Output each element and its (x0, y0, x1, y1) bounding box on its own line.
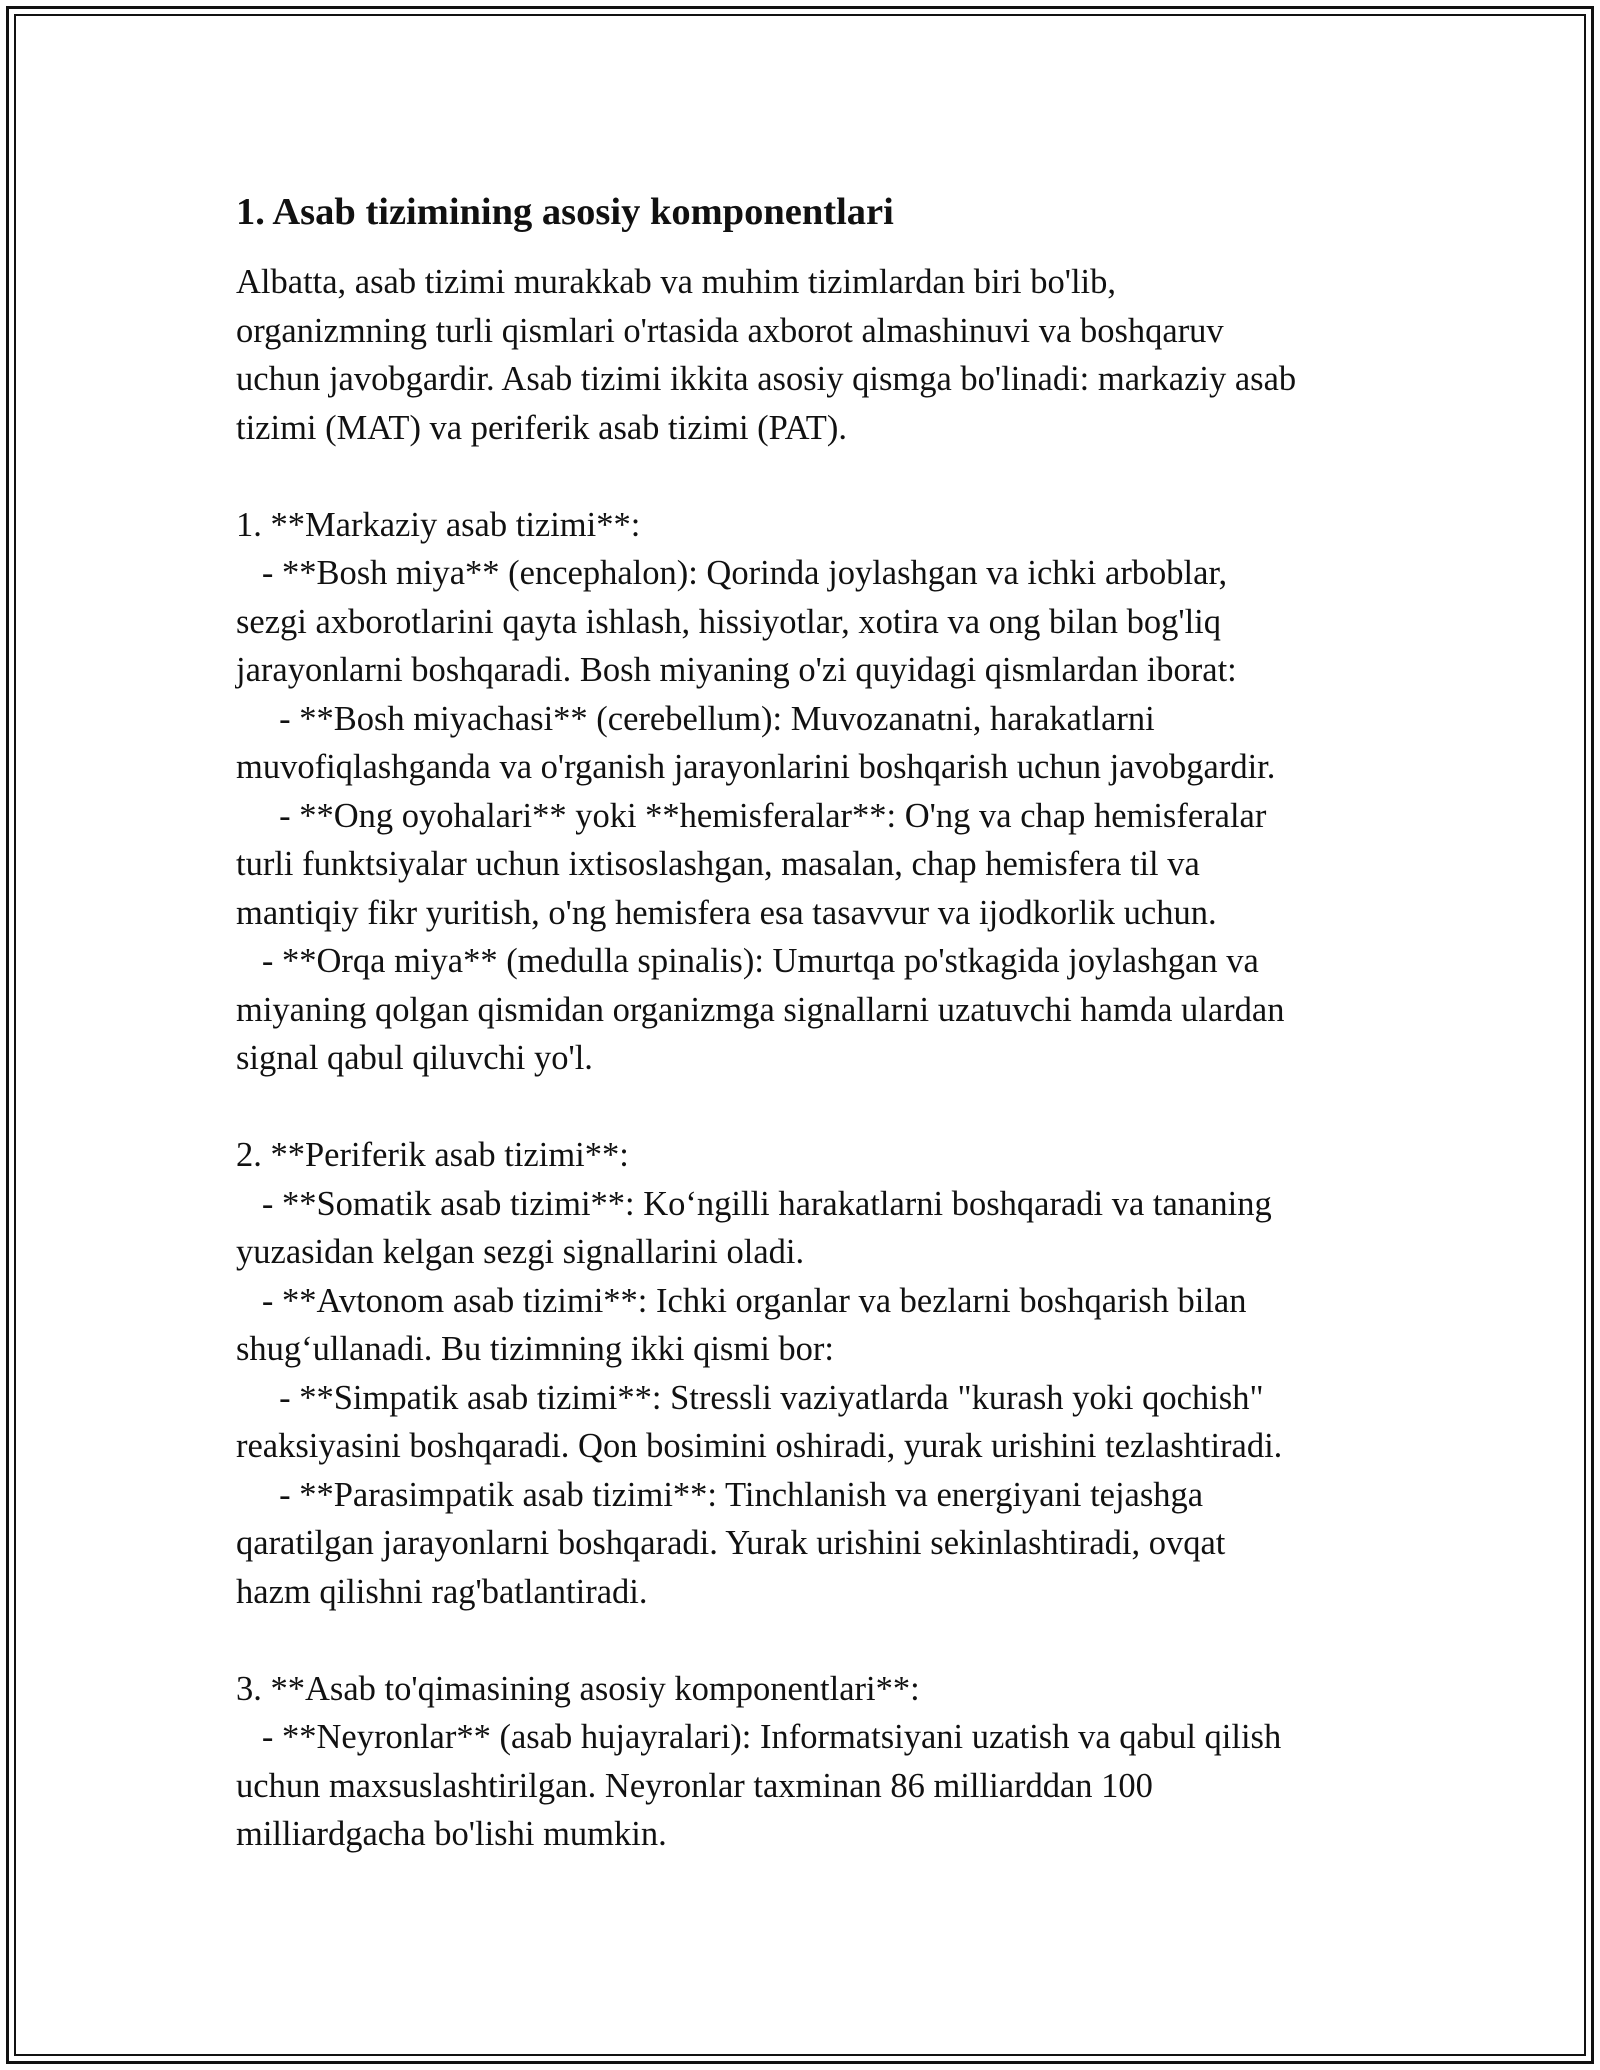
text-line: mantiqiy fikr yuritish, o'ng hemisfera esa tasavvur va ijodkorlik uchun. (236, 893, 1217, 932)
text-line: - **Bosh miyachasi** (cerebellum): Muvozanatni, harakatlarni (236, 699, 1155, 738)
text-line: - **Parasimpatik asab tizimi**: Tinchlanish va energiyani tejashga (236, 1475, 1204, 1514)
section-peripheral-nervous-system (236, 1131, 1386, 1616)
text-line: yuzasidan kelgan sezgi signallarini oladi. (236, 1233, 805, 1271)
text-line: - **Simpatik asab tizimi**: Stressli vaziyatlarda "kurash yoki qochish" (236, 1378, 1264, 1417)
intro-paragraph (236, 258, 1386, 452)
text-line: uchun javobgardir. Asab tizimi ikkita asosiy qismga bo'linadi: markaziy asab (236, 360, 1297, 398)
section-central-nervous-system (236, 501, 1386, 1083)
blank-line (236, 1083, 1386, 1132)
section-heading: 3. **Asab to'qimasining asosiy komponentlari**: (236, 1669, 920, 1708)
text-line: qaratilgan jarayonlarni boshqaradi. Yurak urishini sekinlashtiradi, ovqat (236, 1524, 1226, 1562)
page-title: 1. Asab tizimining asosiy komponentlari (236, 191, 894, 233)
text-line: hazm qilishni rag'batlantiradi. (236, 1572, 648, 1611)
text-line: organizmning turli qismlari o'rtasida axborot almashinuvi va boshqaruv (236, 311, 1224, 350)
text-line: shug‘ullanadi. Bu tizimning ikki qismi bor: (236, 1330, 834, 1368)
text-line: sezgi axborotlarini qayta ishlash, hissiyotlar, xotira va ong bilan bog'liq (236, 602, 1222, 641)
text-line: signal qabul qiluvchi yo'l. (236, 1039, 593, 1077)
text-line: - **Somatik asab tizimi**: Ko‘ngilli harakatlarni boshqaradi va tananing (236, 1184, 1272, 1223)
text-line: - **Ong oyohalari** yoki **hemisferalar**: O'ng va chap hemisferalar (236, 796, 1267, 835)
section-heading: 1. **Markaziy asab tizimi**: (236, 505, 641, 544)
text-line: miyaning qolgan qismidan organizmga signallarni uzatuvchi hamda ulardan (236, 990, 1285, 1029)
text-line: tizimi (MAT) va periferik asab tizimi (PAT). (236, 408, 847, 447)
document-body (236, 186, 1386, 1859)
text-line: - **Neyronlar** (asab hujayralari): Informatsiyani uzatish va qabul qilish (236, 1718, 1282, 1756)
text-line: - **Orqa miya** (medulla spinalis): Umurtqa po'stkagida joylashgan va (236, 942, 1259, 980)
section-nerve-tissue (236, 1665, 1386, 1859)
blank-line (236, 1616, 1386, 1665)
blank-line (236, 452, 1386, 501)
text-line: Albatta, asab tizimi murakkab va muhim tizimlardan biri bo'lib, (236, 263, 1117, 301)
section-heading: 2. **Periferik asab tizimi**: (236, 1136, 629, 1174)
text-line: reaksiyasini boshqaradi. Qon bosimini oshiradi, yurak urishini tezlashtiradi. (236, 1427, 1283, 1465)
text-line: turli funktsiyalar uchun ixtisoslashgan, masalan, chap hemisfera til va (236, 845, 1200, 883)
text-line: uchun maxsuslashtirilgan. Neyronlar taxminan 86 milliarddan 100 (236, 1766, 1153, 1805)
text-line: muvofiqlashganda va o'rganish jarayonlarini boshqarish uchun javobgardir. (236, 748, 1276, 786)
text-line: jarayonlarni boshqaradi. Bosh miyaning o'zi quyidagi qismlardan iborat: (236, 651, 1237, 689)
text-line: - **Avtonom asab tizimi**: Ichki organlar va bezlarni boshqarish bilan (236, 1281, 1247, 1320)
text-line: milliardgacha bo'lishi mumkin. (236, 1815, 667, 1853)
text-line: - **Bosh miya** (encephalon): Qorinda joylashgan va ichki arboblar, (236, 554, 1228, 592)
